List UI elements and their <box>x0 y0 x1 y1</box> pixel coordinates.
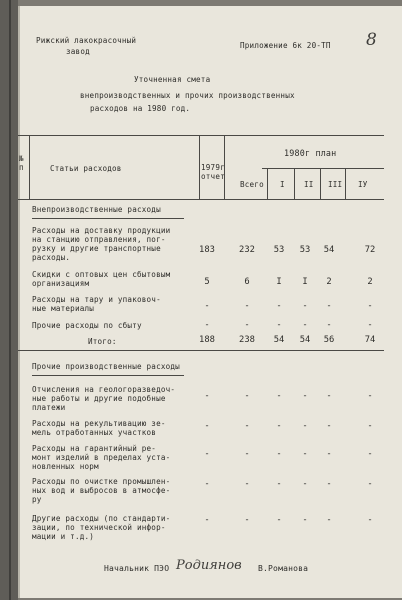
handwritten-page-number: 8 <box>366 30 377 50</box>
row-geology-q4: - <box>367 391 373 401</box>
row-packaging-label: Расходы на тару и упаковоч- ные материалы <box>32 295 161 313</box>
q2-column-header: II <box>304 180 314 189</box>
total-row-q3: 56 <box>323 335 335 345</box>
row-discounts-q4: 2 <box>367 277 373 287</box>
row-packaging-q1: - <box>276 301 282 311</box>
row-delivery-total: 232 <box>239 245 255 255</box>
total-column-header: Всего <box>240 180 264 189</box>
signatory-name: В.Романова <box>258 564 309 573</box>
row-discounts-total: 6 <box>244 277 250 287</box>
row-warranty-q4: - <box>367 449 373 459</box>
row-other-sales-q1: - <box>276 320 282 330</box>
section-heading-nonproduction: Внепроизводственные расходы <box>32 205 161 214</box>
row-geology-q1: - <box>276 391 282 401</box>
row-other-expenses-label: Другие расходы (по стандарти- зации, по технической инфор- мации и т.д.) <box>32 514 171 541</box>
row-other-expenses-q3: - <box>326 515 332 525</box>
table-header-bottom-rule <box>18 199 384 200</box>
row-discounts-q1: I <box>276 277 282 287</box>
year1979-column-header: 1979г отчет <box>201 163 225 181</box>
row-delivery-q1: 53 <box>273 245 285 255</box>
row-packaging-1979: - <box>204 301 210 311</box>
row-geology-1979: - <box>204 391 210 401</box>
section-underline <box>32 218 184 219</box>
row-water-cleaning-q2: - <box>302 479 308 489</box>
row-delivery-q3: 54 <box>323 245 335 255</box>
plan-subheader-rule <box>262 168 384 169</box>
section2-underline <box>32 375 184 376</box>
row-delivery-label: Расходы на доставку продукции на станцию отправления, пог- рузку и другие транспортные расходы. <box>32 226 171 262</box>
signatory-role: Начальник ПЭО <box>104 564 170 573</box>
articles-column-header: Статьи расходов <box>50 164 122 173</box>
num-column-header: № п <box>19 154 24 172</box>
row-recultivation-q4: - <box>367 421 373 431</box>
row-water-cleaning-q1: - <box>276 479 282 489</box>
row-packaging-q3: - <box>326 301 332 311</box>
section-heading-other-production: Прочие производственные расходы <box>32 362 180 371</box>
document-title-line3: расходов на 1980 год. <box>90 104 191 113</box>
row-delivery-q2: 53 <box>299 245 311 255</box>
row-recultivation-label: Расходы на рекультивацию зе- мель отработанных участков <box>32 419 166 437</box>
total-row-q1: 54 <box>273 335 285 345</box>
row-discounts-label: Скидки с оптовых цен сбытовым организациям <box>32 270 171 288</box>
total-row-q2: 54 <box>299 335 311 345</box>
row-recultivation-q1: - <box>276 421 282 431</box>
row-other-expenses-total: - <box>244 515 250 525</box>
row-discounts-1979: 5 <box>204 277 210 287</box>
row-water-cleaning-q4: - <box>367 479 373 489</box>
table-top-rule <box>18 135 384 136</box>
total-row-1979: 188 <box>199 335 215 345</box>
row-warranty-q1: - <box>276 449 282 459</box>
document-title: Уточненная смета <box>134 75 211 84</box>
row-packaging-q2: - <box>302 301 308 311</box>
row-water-cleaning-label: Расходы по очистке промышлен- ных вод и выбросов в атмосфе- ру <box>32 477 171 504</box>
row-water-cleaning-total: - <box>244 479 250 489</box>
row-other-sales-q3: - <box>326 320 332 330</box>
row-packaging-q4: - <box>367 301 373 311</box>
row-warranty-label: Расходы на гарантийный ре- монт изделий в пределах уста- новленных норм <box>32 444 171 471</box>
plan-1980-header: 1980г план <box>284 148 337 158</box>
row-geology-q2: - <box>302 391 308 401</box>
row-other-expenses-q4: - <box>367 515 373 525</box>
row-water-cleaning-q3: - <box>326 479 332 489</box>
row-other-expenses-1979: - <box>204 515 210 525</box>
q3-column-rule <box>345 168 346 199</box>
row-warranty-q2: - <box>302 449 308 459</box>
row-recultivation-1979: - <box>204 421 210 431</box>
row-discounts-q3: 2 <box>326 277 332 287</box>
document-title-line2: внепроизводственных и прочих производственных <box>80 91 295 100</box>
handwritten-signature: Родиянов <box>176 558 242 573</box>
q1-column-rule <box>294 168 295 199</box>
articles-column-rule <box>199 135 200 199</box>
row-other-sales-label: Прочие расходы по сбыту <box>32 321 142 330</box>
document-sheet <box>18 6 402 598</box>
organization-name: Рижский лакокрасочный <box>36 36 137 45</box>
row-other-expenses-q2: - <box>302 515 308 525</box>
binding-strip <box>0 0 18 600</box>
row-geology-label: Отчисления на геологоразведоч- ные работы и другие подобные платежи <box>32 385 176 412</box>
row-packaging-total: - <box>244 301 250 311</box>
row-geology-total: - <box>244 391 250 401</box>
row-other-sales-q2: - <box>302 320 308 330</box>
q3-column-header: III <box>328 180 343 189</box>
organization-name-line2: завод <box>66 47 90 56</box>
row-water-cleaning-1979: - <box>204 479 210 489</box>
row-delivery-q4: 72 <box>364 245 376 255</box>
row-recultivation-total: - <box>244 421 250 431</box>
row-warranty-q3: - <box>326 449 332 459</box>
row-geology-q3: - <box>326 391 332 401</box>
total-row-label: Итого: <box>88 337 117 346</box>
row-recultivation-q2: - <box>302 421 308 431</box>
q1-column-header: I <box>280 180 285 189</box>
q2-column-rule <box>320 168 321 199</box>
row-delivery-1979: 183 <box>199 245 215 255</box>
row-other-expenses-q1: - <box>276 515 282 525</box>
row-other-sales-q4: - <box>367 320 373 330</box>
total-row-total: 238 <box>239 335 255 345</box>
num-column-rule <box>29 135 30 199</box>
row-discounts-q2: I <box>302 277 308 287</box>
row-recultivation-q3: - <box>326 421 332 431</box>
q4-column-header: IУ <box>358 180 368 189</box>
row-other-sales-total: - <box>244 320 250 330</box>
total-column-rule <box>267 168 268 199</box>
appendix-label: Приложение 6к 20-ТП <box>240 41 331 50</box>
row-warranty-1979: - <box>204 449 210 459</box>
total-row-q4: 74 <box>364 335 376 345</box>
row-warranty-total: - <box>244 449 250 459</box>
section-divider-rule <box>18 350 384 351</box>
row-other-sales-1979: - <box>204 320 210 330</box>
